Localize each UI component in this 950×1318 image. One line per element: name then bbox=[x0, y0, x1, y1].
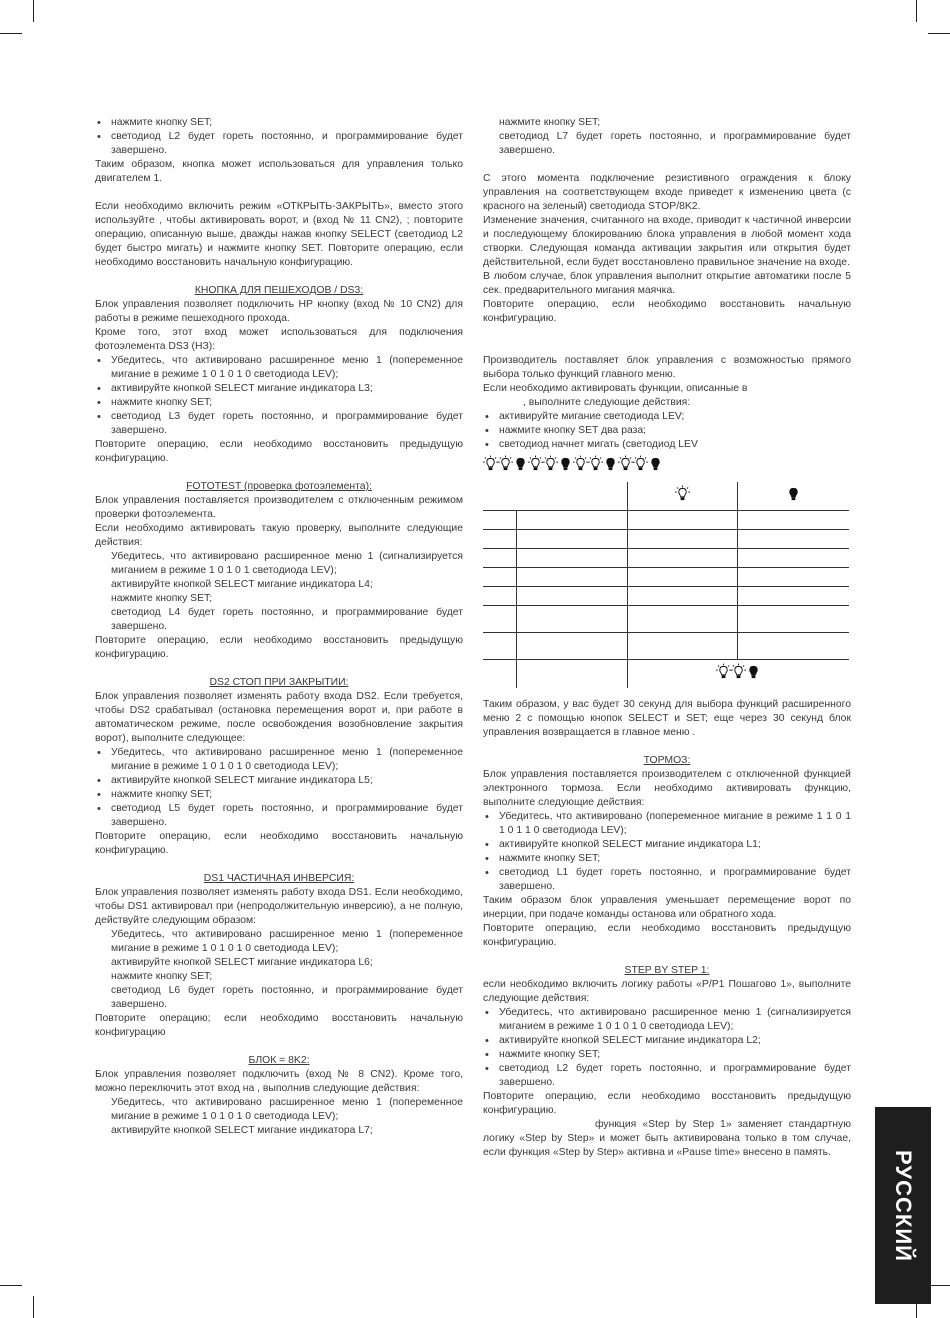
paragraph: Повторите операцию; если необходимо восстановить начальную конфигурацию bbox=[95, 1013, 463, 1038]
list-item: • светодиод L1 будет гореть постоянно, и программирование будет завершено. bbox=[483, 866, 851, 894]
paragraph: если необходимо включить логику работы «P/P1 Пошагово 1», выполните следующие действия: bbox=[483, 979, 851, 1004]
crop-mark bbox=[0, 33, 22, 34]
section-title-ds1: DS1 ЧАСТИЧНАЯ ИНВЕРСИЯ: bbox=[203, 873, 355, 884]
table-row bbox=[483, 587, 849, 606]
bullet-list bbox=[483, 810, 851, 894]
list-item: • светодиод L3 будет гореть постоянно, и программирование будет завершено. bbox=[95, 410, 463, 438]
list-item: светодиод L7 будет гореть постоянно, и программирование будет завершено. bbox=[499, 131, 851, 156]
list-item: Убедитесь, что активировано расширенное меню 1 (сигнализируется миганием в режиме 1 0 1 0 1 светодиода LEV); bbox=[111, 551, 463, 576]
step-list bbox=[95, 550, 463, 634]
language-tab-label: РУССКИЙ bbox=[891, 1149, 916, 1262]
list-item: • нажмите кнопку SET; bbox=[483, 1048, 851, 1062]
list-item: • Убедитесь, что активировано расширенное меню 1 (сигнализируется миганием в режиме 1 0 1 0 1 0 светодиода LEV); bbox=[483, 1006, 851, 1034]
section-title-pedestrian: КНОПКА ДЛЯ ПЕШЕХОДОВ / DS3: bbox=[194, 285, 364, 296]
right-column bbox=[483, 116, 851, 1160]
paragraph: функция «Step by Step 1» заменяет стандартную логику «Step by Step» и может быть активирована только в том случае, если функция «Step by Step» активна и «Pause time» внесено в память. bbox=[483, 1119, 851, 1158]
paragraph: Изменение значения, считанного на входе, приводит к частичной инверсии и последующему блокированию блока управления в любой момент хода створки. Следующая команда активации закрытия или открытия будет действительной, если будет восстановлено правильное значение на входе. bbox=[483, 215, 851, 268]
paragraph: Повторите операцию, если необходимо восстановить предыдущую конфигурацию. bbox=[95, 439, 463, 464]
list-item: • светодиод L2 будет гореть постоянно, и программирование будет завершено. bbox=[95, 130, 463, 158]
paragraph: Таким образом, у вас будет 30 секунд для выбора функций расширенного меню 2 с помощью кнопок SELECT и SET; еще через 30 секунд блок управления возвращается в главное меню . bbox=[483, 699, 851, 738]
lightbulb-on-icon bbox=[543, 455, 558, 473]
crop-mark bbox=[0, 1285, 22, 1286]
list-item: • активируйте кнопкой SELECT мигание индикатора L5; bbox=[95, 774, 463, 788]
paragraph: В любом случае, блок управления выполнит открытие автоматики после 5 сек. предварительного мигания маячка. bbox=[483, 271, 851, 296]
lightbulb-on-icon bbox=[588, 455, 603, 473]
section-title-block-8k2: БЛОК = 8K2: bbox=[248, 1055, 310, 1066]
step-list bbox=[483, 116, 851, 158]
paragraph: , выполните следующие действия: bbox=[523, 397, 691, 408]
list-item: активируйте кнопкой SELECT мигание индикатора L7; bbox=[111, 1125, 373, 1136]
lightbulb-off-icon bbox=[746, 663, 761, 681]
table-row bbox=[483, 568, 849, 587]
list-item: • светодиод L5 будет гореть постоянно, и программирование будет завершено. bbox=[95, 802, 463, 830]
paragraph: Таким образом, кнопка может использоваться для управления только двигателем 1. bbox=[95, 159, 463, 184]
lightbulb-on-icon bbox=[483, 455, 498, 473]
lightbulb-off-icon bbox=[648, 455, 663, 473]
list-item: нажмите кнопку SET; bbox=[499, 117, 601, 128]
bullet-list bbox=[95, 746, 463, 830]
crop-mark bbox=[33, 1296, 34, 1318]
table-row bbox=[483, 549, 849, 568]
bullet-list bbox=[483, 410, 851, 452]
table-row bbox=[483, 633, 849, 660]
list-item: • активируйте кнопкой SELECT мигание индикатора L1; bbox=[483, 838, 851, 852]
list-item: нажмите кнопку SET; bbox=[111, 971, 213, 982]
list-item: • Убедитесь, что активировано (попеременное мигание в режиме 1 1 0 1 1 0 1 1 0 светодиода LEV); bbox=[483, 810, 851, 838]
paragraph: Блок управления позволяет изменять работу входа DS2. Если требуется, чтобы DS2 срабатывал (остановка перемещения ворот и, при работе в автоматическом режиме, после освобождения возобновление закрытия ворот), выполните следующее: bbox=[95, 691, 463, 744]
lightbulb-on-icon bbox=[498, 455, 513, 473]
paragraph: Блок управления позволяет подключить НР кнопку (вход № 10 CN2) для работы в режиме пешеходного прохода. bbox=[95, 299, 463, 324]
language-tab bbox=[875, 1107, 931, 1304]
function-table bbox=[483, 482, 849, 688]
table-cell bbox=[516, 482, 627, 511]
list-item: активируйте кнопкой SELECT мигание индикатора L6; bbox=[111, 957, 373, 968]
lightbulb-off-icon bbox=[603, 455, 618, 473]
lightbulb-on-icon bbox=[528, 455, 543, 473]
table-cell-lamp-off bbox=[738, 482, 849, 511]
table-row bbox=[483, 511, 849, 530]
section-title-ds2: DS2 СТОП ПРИ ЗАКРЫТИИ: bbox=[209, 677, 349, 688]
paragraph: Повторите операцию, если необходимо восстановить начальную конфигурацию. bbox=[95, 831, 463, 856]
lightbulb-on-icon bbox=[731, 663, 746, 681]
lightbulb-on-icon bbox=[716, 663, 731, 681]
crop-mark bbox=[916, 0, 917, 22]
lightbulb-off-icon bbox=[513, 455, 528, 473]
list-item: • светодиод начнет мигать (светодиод LEV bbox=[483, 438, 851, 452]
paragraph: Блок управления позволяет изменять работу входа DS1. Если необходимо, чтобы DS1 активировал при (непродолжительную инверсию), а не полную, действуйте следующим образом: bbox=[95, 887, 463, 926]
table-row bbox=[483, 606, 849, 633]
list-item: светодиод L6 будет гореть постоянно, и программирование будет завершено. bbox=[111, 985, 463, 1010]
bullet-list bbox=[95, 354, 463, 438]
section-title-fototest: FOTOTEST (проверка фотоэлемента): bbox=[186, 481, 372, 492]
crop-mark bbox=[928, 33, 950, 34]
list-item: • активируйте кнопкой SELECT мигание индикатора L2; bbox=[483, 1034, 851, 1048]
lightbulb-on-icon bbox=[618, 455, 633, 473]
list-item: • светодиод L2 будет гореть постоянно, и программирование будет завершено. bbox=[483, 1062, 851, 1090]
list-item: • нажмите кнопку SET; bbox=[483, 852, 851, 866]
table-cell-lamp-on bbox=[627, 482, 738, 511]
paragraph: Кроме того, этот вход может использоваться для подключения фотоэлемента DS3 (НЗ): bbox=[95, 327, 463, 352]
table-header-row bbox=[483, 482, 849, 511]
list-item: • Убедитесь, что активировано расширенное меню 1 (попеременное мигание в режиме 1 0 1 0 1 0 светодиода LEV); bbox=[95, 746, 463, 774]
lightbulb-on-icon bbox=[633, 455, 648, 473]
list-item: Убедитесь, что активировано расширенное меню 1 (попеременное мигание в режиме 1 0 1 0 1 0 светодиода LEV); bbox=[111, 929, 463, 954]
table-row bbox=[483, 660, 849, 689]
list-item: • Убедитесь, что активировано расширенное меню 1 (попеременное мигание в режиме 1 0 1 0 1 0 светодиода LEV); bbox=[95, 354, 463, 382]
bullet-list bbox=[483, 1006, 851, 1090]
crop-mark bbox=[928, 1285, 950, 1286]
table-cell-lamps bbox=[627, 660, 849, 689]
paragraph: Блок управления поставляется производителем с отключенной функцией электронного тормоза. Если необходимо активировать функцию, выполните следующие действия: bbox=[483, 769, 851, 808]
list-item: Убедитесь, что активировано расширенное меню 1 (попеременное мигание в режиме 1 0 1 0 1 0 светодиода LEV); bbox=[111, 1097, 463, 1122]
list-item: • нажмите кнопку SET два раза; bbox=[483, 424, 851, 438]
section-title-brake: ТОРМОЗ: bbox=[643, 755, 691, 766]
list-item: • активируйте мигание светодиода LEV; bbox=[483, 410, 851, 424]
paragraph: Если необходимо активировать функции, описанные в bbox=[483, 383, 748, 394]
section-title-step-by-step: STEP BY STEP 1: bbox=[624, 965, 710, 976]
paragraph: Таким образом блок управления уменьшает перемещение ворот по инерции, при подаче команды останова или обратного хода. bbox=[483, 895, 851, 920]
lightbulb-off-icon bbox=[786, 485, 801, 503]
lightbulb-on-icon bbox=[675, 485, 690, 503]
table-row bbox=[483, 530, 849, 549]
lamp-sequence bbox=[483, 454, 851, 474]
paragraph: Повторите операцию, если необходимо восстановить предыдущую конфигурацию. bbox=[483, 1091, 851, 1116]
paragraph: Если необходимо включить режим «ОТКРЫТЬ-ЗАКРЫТЬ», вместо этого используйте , чтобы активировать ворот, и (вход № 11 CN2), ; повторите операцию, описанную выше, дважды нажав кнопку SELECT (светодиод L2 будет быстро мигать) и нажмите кнопку SET. Повторите операцию, если необходимо восстановить начальную конфигурацию. bbox=[95, 201, 463, 268]
paragraph: Повторите операцию, если необходимо восстановить предыдущую конфигурацию. bbox=[483, 923, 851, 948]
step-list bbox=[95, 928, 463, 1012]
list-item: • нажмите кнопку SET; bbox=[95, 116, 463, 130]
paragraph: Блок управления поставляется производителем с отключенным режимом проверки фотоэлемента. bbox=[95, 495, 463, 520]
paragraph: Блок управления позволяет подключить (вход № 8 CN2). Кроме того, можно переключить этот вход на , выполнив следующие действия: bbox=[95, 1069, 463, 1094]
left-column bbox=[95, 116, 463, 1138]
paragraph: Производитель поставляет блок управления с возможностью прямого выбора только функций главного меню. bbox=[483, 355, 851, 380]
lightbulb-on-icon bbox=[573, 455, 588, 473]
paragraph: Если необходимо активировать такую проверку, выполните следующие действия: bbox=[95, 523, 463, 548]
bullet-list bbox=[95, 116, 463, 158]
list-item: светодиод L4 будет гореть постоянно, и программирование будет завершено. bbox=[111, 607, 463, 632]
step-list bbox=[95, 1096, 463, 1138]
list-item: • нажмите кнопку SET; bbox=[95, 788, 463, 802]
list-item: • нажмите кнопку SET; bbox=[95, 396, 463, 410]
lightbulb-off-icon bbox=[558, 455, 573, 473]
list-item: нажмите кнопку SET; bbox=[111, 593, 213, 604]
list-item: • активируйте кнопкой SELECT мигание индикатора L3; bbox=[95, 382, 463, 396]
paragraph: Повторите операцию, если необходимо восстановить начальную конфигурацию. bbox=[483, 299, 851, 324]
paragraph: Повторите операцию, если необходимо восстановить предыдущую конфигурацию. bbox=[95, 635, 463, 660]
crop-mark bbox=[33, 0, 34, 22]
list-item: активируйте кнопкой SELECT мигание индикатора L4; bbox=[111, 579, 373, 590]
paragraph: С этого момента подключение резистивного ограждения к блоку управления на соответствующем входе приведет к изменению цвета (с красного на зеленый) светодиода STOP/8K2. bbox=[483, 173, 851, 212]
table-cell bbox=[483, 482, 516, 511]
